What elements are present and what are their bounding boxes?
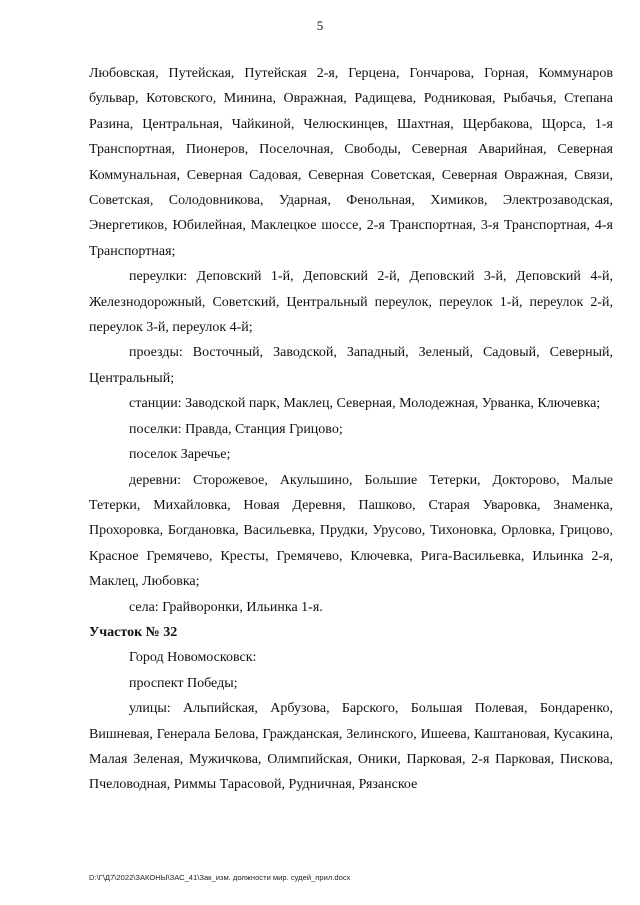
paragraph-selo: села: Грайворонки, Ильинка 1-я. bbox=[129, 599, 323, 615]
paragraph-villages: деревни: Сторожевое, Акульшино, Большие Тетерки, Докторово, Малые Тетерки, Михайловка, Новая Деревня, Пашково, Старая Уваровка, Знаменка, Прохоровка, Богдановка, Васильевка, Прудки, Урусово, Тихоновка, Орловка, Грицово, Красное Гремячево, Кресты, Гремячево, Ключевка, Рига-Васильевка, Ильинка 2-я, Маклец, Любовка; bbox=[89, 472, 613, 590]
section-heading: Участок № 32 bbox=[89, 624, 178, 640]
paragraph-streets: улицы: Альпийская, Арбузова, Барского, Большая Полевая, Бондаренко, Вишневая, Генерала Белова, Гражданская, Зелинского, Ишеева, Каштановая, Кусакина, Малая Зеленая, Мужичкова, Олимпийская, Оники, Парковая, 2-я Парковая, Пискова, Пчеловодная, Риммы Тарасовой, Рудничная, Рязанское bbox=[89, 701, 613, 793]
paragraph-passages: проезды: Восточный, Заводской, Западный, Зеленый, Садовый, Северный, Центральный; bbox=[89, 345, 613, 386]
footer-file-path: D:\Г\Д7\2022\ЗАКОНЫ\ЗАС_41\Зак_изм. должности мир. судей_прил.docx bbox=[89, 873, 351, 882]
paragraph-settlements: поселки: Правда, Станция Грицово; bbox=[129, 421, 343, 437]
page-number: 5 bbox=[316, 18, 324, 33]
paragraph-stations: станции: Заводской парк, Маклец, Северная, Молодежная, Урванка, Ключевка; bbox=[129, 396, 601, 412]
paragraph-streets-continued: Любовская, Путейская, Путейская 2-я, Герцена, Гончарова, Горная, Коммунаров бульвар, Котовского, Минина, Овражная, Радищева, Родниковая, Рыбачья, Степана Разина, Центральная, Чайкиной, Челюскинцев, Шахтная, Щербакова, Щорса, 1-я Транспортная, Пионеров, Поселочная, Свободы, Северная Аварийная, Северная Коммунальная, Северная Садовая, Северная Советская, Северная Овражная, Связи, Советская, Солодовникова, Ударная, Фенольная, Химиков, Электрозаводская, Энергетиков, Юбилейная, Маклецкое шоссе, 2-я Транспортная, 3-я Транспортная, 4-я Транспортная; bbox=[89, 66, 613, 259]
document-body bbox=[89, 61, 613, 798]
paragraph-settlement-zarechye: поселок Заречье; bbox=[129, 447, 231, 463]
paragraph-lanes: переулки: Деповский 1-й, Деповский 2-й, Деповский 3-й, Деповский 4-й, Железнодорожный, Советский, Центральный переулок, переулок 1-й, переулок 2-й, переулок 3-й, переулок 4-й; bbox=[89, 269, 613, 336]
paragraph-avenue: проспект Победы; bbox=[129, 675, 238, 691]
paragraph-city: Город Новомосковск: bbox=[129, 650, 257, 666]
